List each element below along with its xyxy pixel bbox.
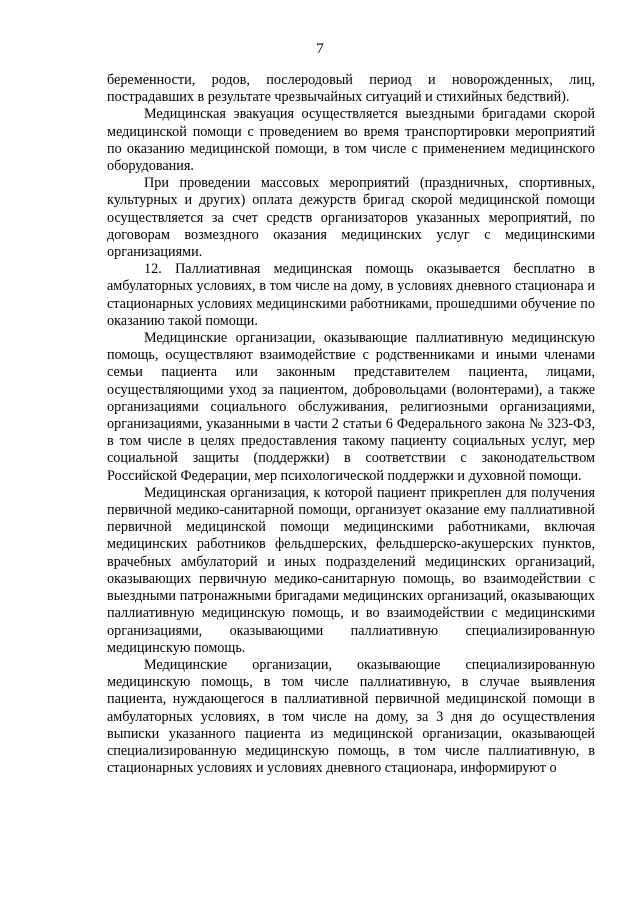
paragraph: 12. Паллиативная медицинская помощь оказывается бесплатно в амбулаторных условиях, в том числе на дому, в условиях дневного стационара и стационарных условиях медицинскими работниками, прошедшими обучение по оказанию такой помощи. bbox=[107, 261, 595, 329]
paragraph: Медицинская организация, к которой пациент прикреплен для получения первичной медико-санитарной помощи, организует оказание ему паллиативной первичной медицинской помощи медицинскими работниками, включая медицинских работников фельдшерских, фельдшерско-акушерских пунктов, врачебных амбулаторий и иных подразделений медицинских организаций, оказывающих первичную медико-санитарную помощь, во взаимодействии с выездными патронажными бригадами медицинских организаций, оказывающих паллиативную медицинскую помощь, и во взаимодействии с медицинскими организациями, оказывающими паллиативную специализированную медицинскую помощь. bbox=[107, 484, 595, 656]
paragraph: Медицинские организации, оказывающие паллиативную медицинскую помощь, осуществляют взаимодействие с родственниками и иными членами семьи пациента или законным представителем пациента, лицами, осуществляющими уход за пациентом, добровольцами (волонтерами), а также организациями социального обслуживания, религиозными организациями, организациями, указанными в части 2 статьи 6 Федерального закона № 323-ФЗ, в том числе в целях предоставления такому пациенту социальных услуг, мер социальной защиты (поддержки) в соответствии с законодательством Российской Федерации, мер психологической поддержки и духовной помощи. bbox=[107, 330, 595, 484]
paragraph: беременности, родов, послеродовый период и новорожденных, лиц, пострадавших в результате чрезвычайных ситуаций и стихийных бедствий). bbox=[107, 72, 595, 106]
page-number: 7 bbox=[316, 41, 324, 57]
paragraph: Медицинская эвакуация осуществляется выездными бригадами скорой медицинской помощи с проведением во время транспортировки мероприятий по оказанию медицинской помощи, в том числе с применением медицинского оборудования. bbox=[107, 106, 595, 175]
document-body bbox=[107, 72, 595, 777]
paragraph: Медицинские организации, оказывающие специализированную медицинскую помощь, в том числе паллиативную, в случае выявления пациента, нуждающегося в паллиативной первичной медицинской помощи в амбулаторных условиях, в том числе на дому, за 3 дня до осуществления выписки указанного пациента из медицинской организации, оказывающей специализированную медицинскую помощь, в том числе паллиативную, в стационарных условиях и условиях дневного стационара, информируют о bbox=[107, 656, 595, 777]
paragraph: При проведении массовых мероприятий (праздничных, спортивных, культурных и других) оплата дежурств бригад скорой медицинской помощи осуществляется за счет средств организаторов указанных мероприятий, по договорам возмездного оказания медицинских услуг с медицинскими организациями. bbox=[107, 175, 595, 261]
